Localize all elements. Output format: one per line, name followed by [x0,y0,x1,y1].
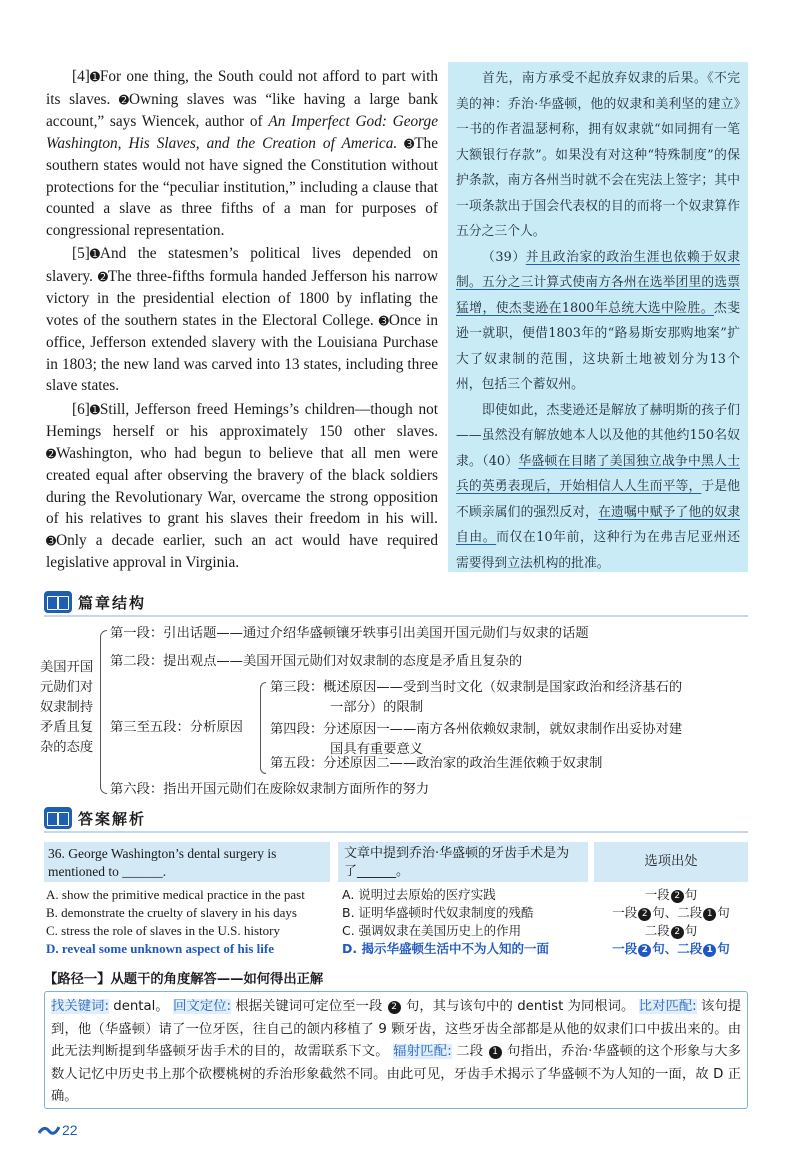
structure-para-1: 第一段：引出话题——通过介绍华盛顿镶牙轶事引出美国开国元勋们与奴隶的话题 [110,626,589,641]
structure-sub-brace [260,682,266,774]
source-header-box: 选项出处 [594,842,748,882]
translation-paragraph-3: 即使如此，杰斐逊还是解放了赫明斯的孩子们——虽然没有解放她本人以及他的其他约150名奴隶。（40）华盛顿在目睹了美国独立战争中黑人士兵的英勇表现后，开始相信人人生而平等，于是他不顾亲属们的强烈反对，在遗嘱中赋予了他的奴隶自由。而仅在10年前，这种行为在弗吉尼亚州还需要得到立法机构的批准。 [456,402,741,571]
translation-paragraph-1: 首先，南方承受不起放弃奴隶的后果。《不完美的神：乔治·华盛顿，他的奴隶和美利坚的建立》一书的作者温瑟柯称，拥有奴隶就“如同拥有一笔大额银行存款”。如果没有对这种“特殊制度”的保护条款，南方各州当时就不会在宪法上签字；其中一项条款出于国会代表权的目的而将一个奴隶算作五分之三个人。 [456,71,740,239]
structure-para-4b: 国具有重要意义 [330,742,424,757]
option-a-en: A. show the primitive medical practice in the past [46,887,305,902]
answer-heading: 答案解析 [44,806,748,833]
option-c-cn: C. 强调奴隶在美国历史上的作用 [342,923,522,938]
paragraph-6: [6]➊Still, Jefferson freed Hemings’s children—though not Hemings herself or his approximately 150 other slaves. ➋Washington, who had begun to believe that all men were created equal after observing the bravery of the black soldiers during the Revolutionary War, overcame the strong opposition of his relatives to grant his slaves their freedom in his will. ➌Only a decade earlier, such an act would have required legislative approval in Virginia. [46,400,438,571]
translation-paragraph-2: （39）并且政治家的政治生涯也依赖于奴隶制。五分之三计算式使南方各州在选举团里的选票猛增，使杰斐逊在1800年总统大选中险胜。杰斐逊一就职，便借1803年的“路易斯安那购地案”扩大了奴隶制的范围，这块新土地被划分为13个州，包括三个蓄奴州。 [456,249,741,392]
option-a-source: 一段 2 句 [644,887,698,902]
option-d-cn: D. 揭示华盛顿生活中不为人知的一面 [342,941,549,956]
page-number: 22 [38,1122,78,1138]
book-title: An Imperfect God: George Washington, His Slaves, and the Creation of America. [46,113,438,152]
path-title: 【路径一】从题干的角度解答——如何得出正解 [44,972,324,987]
structure-brace [100,630,107,794]
paragraph-5: [5]➊And the statesmen’s political lives depended on slavery. ➋The three-fifths formula handed Jefferson his narrow victory in the presidential election of 1800 by inflating the votes of the southern states in the Electoral College. ➌Once in office, Jefferson extended slavery with the Louisiana Purchase in 1803; the new land was carved into 13 states, including three slave states. [46,245,439,394]
structure-para-5: 第五段：分述原因二——政治家的政治生涯依赖于奴隶制 [270,756,603,771]
question-cn-box: 文章中提到乔治·华盛顿的牙齿手术是为了______。 [338,842,588,882]
option-b-cn: B. 证明华盛顿时代奴隶制度的残酷 [342,905,534,920]
locate-label: 回文定位: [173,999,232,1014]
radiate-label: 辐射匹配: [393,1044,452,1059]
option-a-cn: A. 说明过去原始的医疗实践 [342,887,496,902]
keyword-label: 找关键词: [51,999,109,1014]
structure-para-4a: 第四段：分述原因一——南方各州依赖奴隶制，就奴隶制作出妥协对建 [270,722,683,737]
paragraph-4: [4]➊For one thing, the South could not afford to part with its slaves. ➋Owning slaves was “like having a large bank account,” says Wiencek, author of An Imperfect God: George Washington, His Slaves, and the Creation of America. ➌The southern states would not have signed the Constitution without protections for the “peculiar institution,” including a clause that counted a slave as three fifths of a man for purposes of congressional representation. [46,68,438,239]
structure-para-3b: 一部分）的限制 [330,700,424,715]
sentence-marker-3: ➌ [404,136,415,151]
book-icon [44,807,72,829]
option-b-source: 一段 2 句、二段 1 句 [612,905,730,920]
option-d-source: 一段 2 句、二段 1 句 [612,941,730,956]
book-icon [44,591,72,613]
options-cn [342,886,592,958]
sentence-marker-2: ➋ [118,92,129,107]
structure-para-3a: 第三段：概述原因——受到当时文化（奴隶制是国家政治和经济基石的 [270,680,683,695]
wave-icon [38,1123,60,1137]
option-b-en: B. demonstrate the cruelty of slavery in his days [46,905,297,920]
structure-para-6: 第六段：指出开国元勋们在废除奴隶制方面所作的努力 [110,782,430,797]
english-passage [46,66,438,576]
option-c-en: C. stress the role of slaves in the U.S. history [46,923,280,938]
structure-para-2: 第二段：提出观点——美国开国元勋们对奴隶制的态度是矛盾且复杂的 [110,654,523,669]
structure-heading: 篇章结构 [44,590,748,617]
structure-root: 美国开国元勋们对奴隶制持矛盾且复杂的态度 [40,660,94,755]
options-en [46,886,336,958]
sentence-marker-1: ➊ [89,70,100,84]
translation-box [448,62,748,572]
option-c-source: 二段 2 句 [644,923,698,938]
analysis-box: 找关键词: dental。 回文定位: 根据关键词可定位至一段 2 句，其与该句中的 dentist 为同根词。 比对匹配: 该句提到，他（华盛顿）请了一位牙医，往自己的颌内移植了 9 颗牙齿，这些牙齿全部都是从他的奴隶们口中拔出来的。由此无法判断提到华盛顿牙齿手术的目的，故需联系下文。 辐射匹配: 二段 1 句指出，乔治·华盛顿的这个形象与大多数人记忆中历史书上那个砍樱桃树的乔治形象截然不同。由此可见，牙齿手术揭示了华盛顿不为人知的一面，故 D 正确。 [44,991,748,1109]
option-d-en: D. reveal some unknown aspect of his life [46,941,274,956]
options-source [594,886,748,958]
match-label: 比对匹配: [638,999,697,1014]
question-en-box: 36. George Washington’s dental surgery is mentioned to ______. [44,842,330,882]
structure-para-3-5: 第三至五段：分析原因 [110,720,243,735]
